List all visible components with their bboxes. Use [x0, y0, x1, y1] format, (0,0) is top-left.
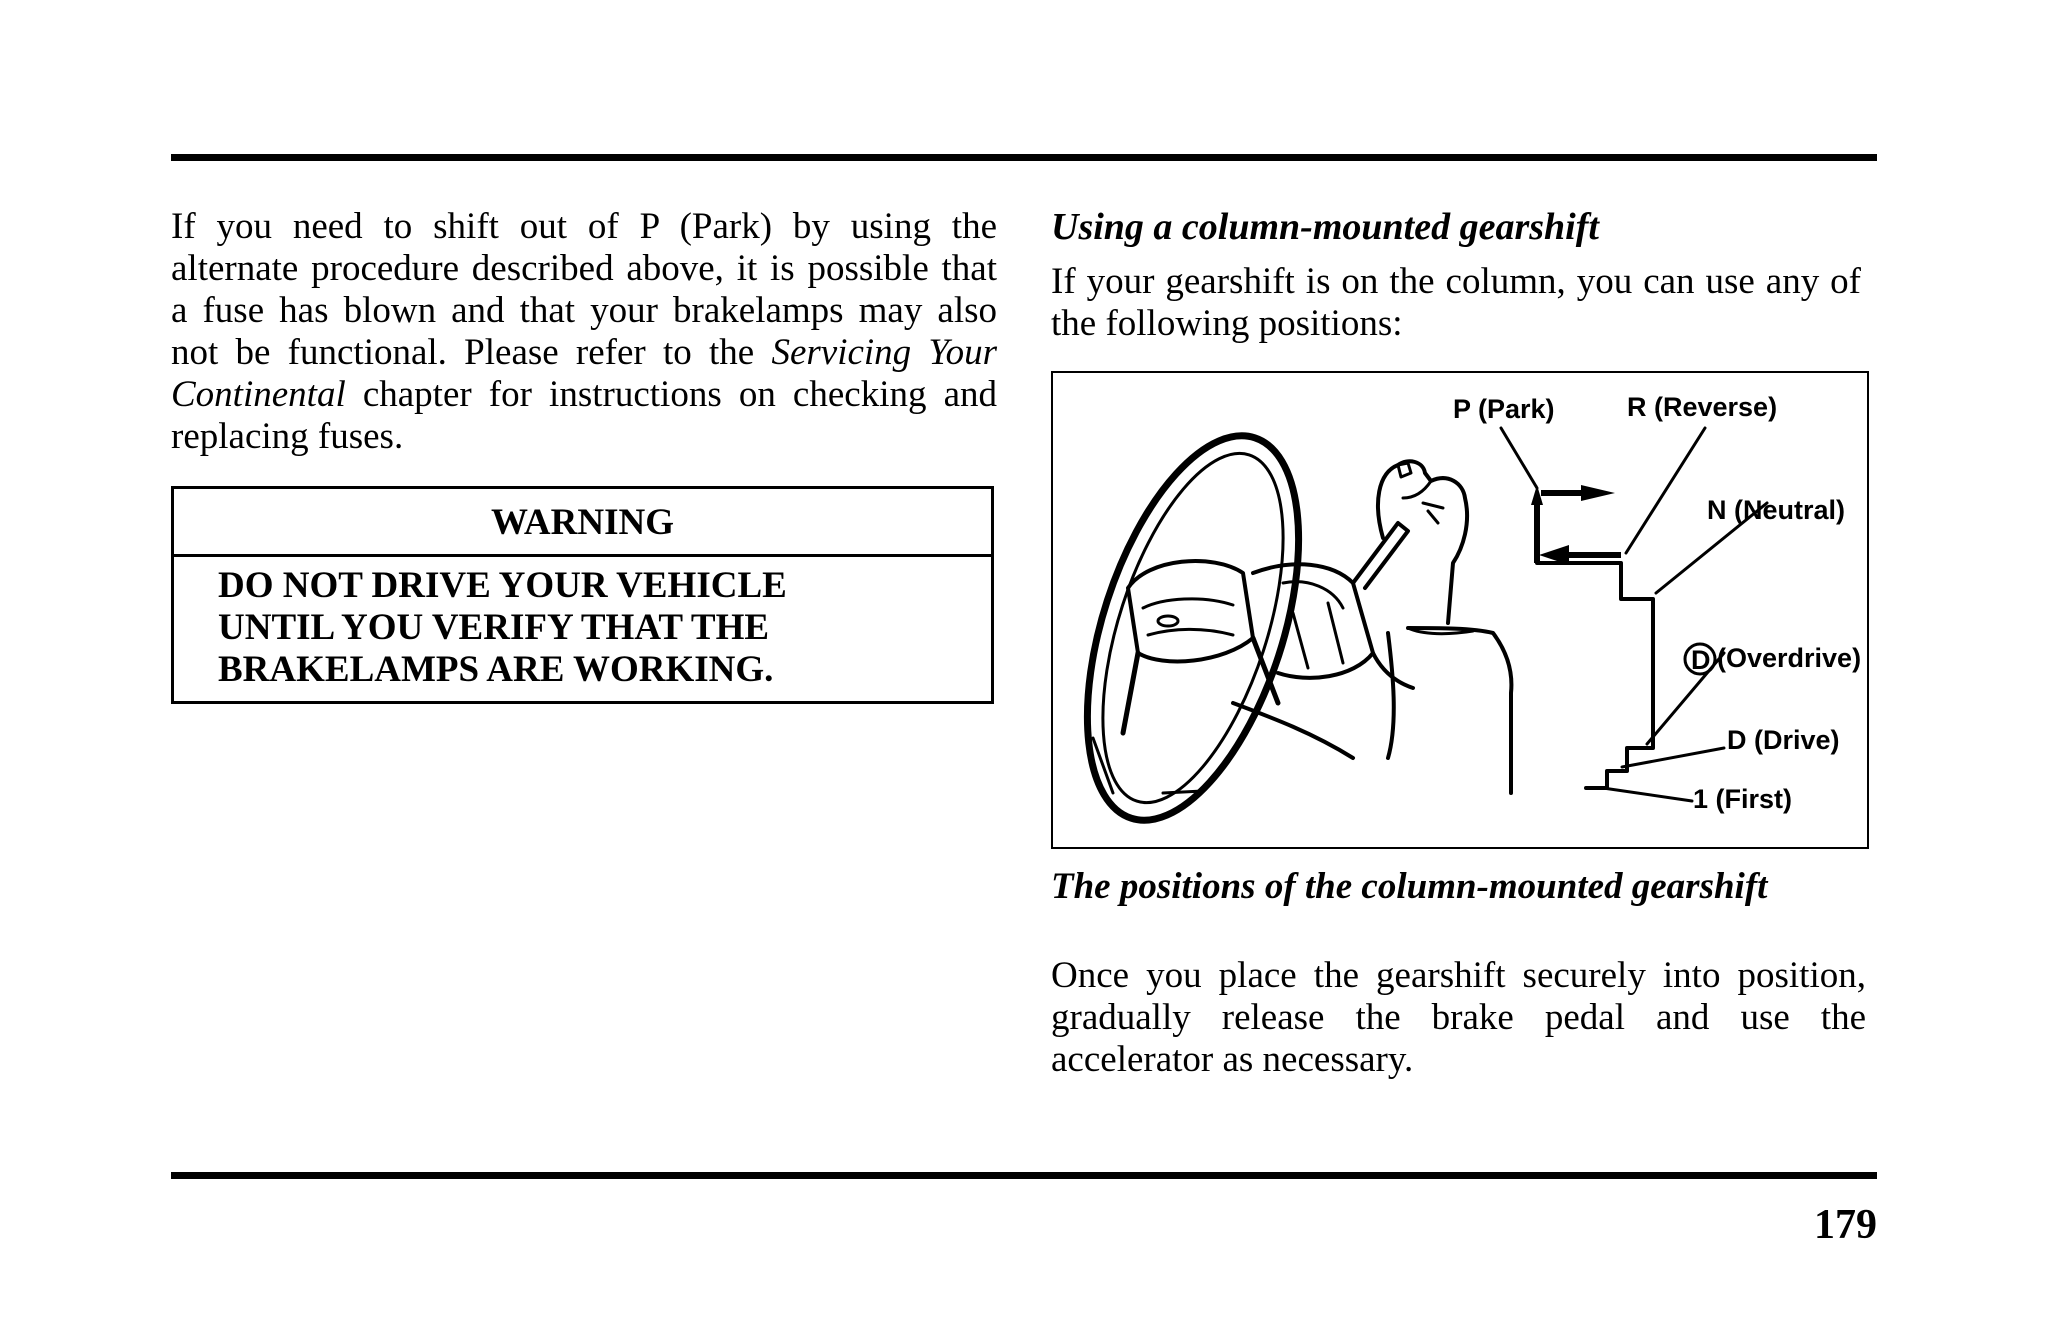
shift-pattern — [1537, 539, 1653, 788]
figure-caption: The positions of the column-mounted gearshift — [1051, 866, 1768, 907]
page-number: 179 — [1814, 1202, 1877, 1248]
fuse-paragraph-text-b: chapter for instructions on checking and replacing fuses. — [171, 374, 997, 457]
fuse-paragraph-text-a: If you need to shift out of P (Park) by using the alternate procedure described above, it is possible that a fuse has blown and that your brakelamps may also not be functional. Please refer to the — [171, 206, 997, 373]
warning-line: DO NOT DRIVE YOUR VEHICLE — [218, 565, 787, 606]
first-pointer — [1603, 788, 1692, 801]
intro-paragraph: If your gearshift is on the column, you can use any of the following positions: — [1051, 261, 1861, 344]
reverse-pointer — [1626, 428, 1705, 553]
sleeve — [1408, 628, 1511, 793]
drive-pointer — [1622, 748, 1724, 767]
section-heading: Using a column-mounted gearshift — [1051, 206, 1599, 248]
warning-line: BRAKELAMPS ARE WORKING. — [218, 649, 774, 690]
left-column — [171, 206, 997, 458]
reverse-label: R (Reverse) — [1627, 392, 1778, 422]
warning-line: UNTIL YOU VERIFY THAT THE — [218, 607, 770, 648]
warning-title: WARNING — [174, 489, 991, 557]
warning-box — [171, 486, 994, 704]
top-rule — [171, 154, 1877, 161]
overdrive-letter: D — [1691, 645, 1711, 675]
overdrive-label: (Overdrive) — [1717, 643, 1862, 673]
neutral-label: N (Neutral) — [1707, 495, 1846, 525]
hand — [1378, 461, 1467, 623]
fuse-paragraph — [171, 206, 997, 458]
closing-paragraph: Once you place the gearshift securely into position, gradually release the brake pedal and use the accelerator as necessary. — [1051, 955, 1866, 1080]
bottom-rule — [171, 1172, 1877, 1179]
arm — [1233, 703, 1353, 758]
gearshift-figure — [1051, 371, 1869, 849]
gearshift-illustration — [1053, 373, 1866, 846]
drive-label: D (Drive) — [1727, 725, 1840, 755]
first-label: 1 (First) — [1693, 784, 1793, 814]
chapter-reference: Servicing Your Continental — [171, 332, 997, 415]
park-label: P (Park) — [1453, 394, 1555, 424]
warning-text — [174, 557, 991, 691]
steering-hub — [1128, 561, 1253, 661]
park-right-arrowhead — [1581, 485, 1615, 501]
park-pointer — [1501, 428, 1537, 488]
